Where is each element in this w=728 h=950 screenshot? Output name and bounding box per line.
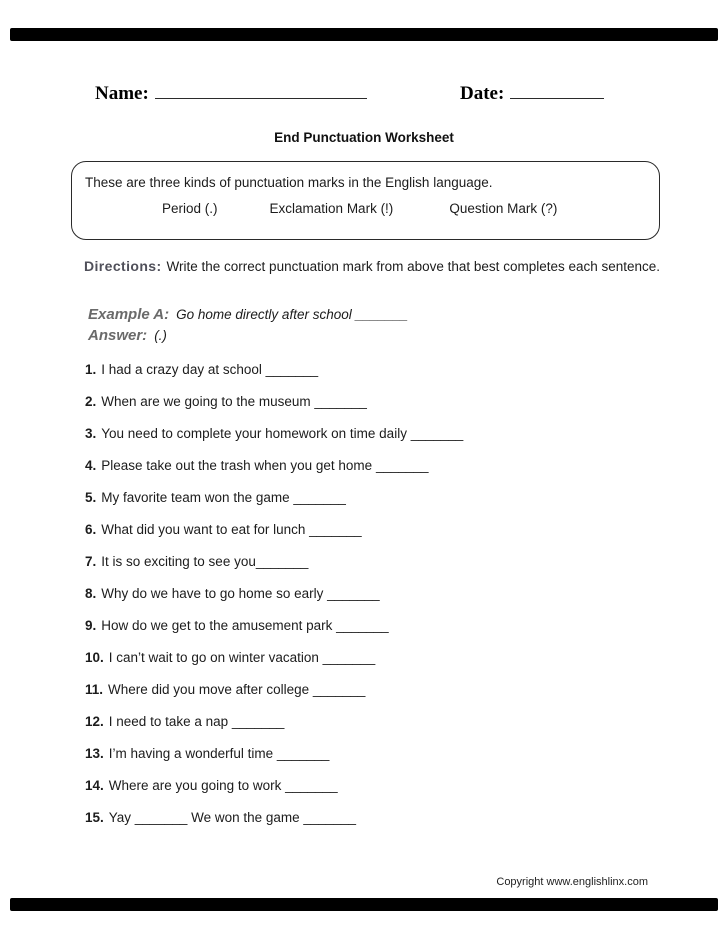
question-row [85, 779, 463, 793]
answer-row [88, 327, 167, 344]
date-label: Date: [460, 83, 505, 104]
question-number: 8. [85, 586, 97, 601]
question-number: 13. [85, 746, 104, 761]
question-number: 1. [85, 362, 97, 377]
question-row [85, 651, 463, 665]
question-mark-label: Question Mark (?) [449, 201, 558, 216]
question-row [85, 491, 463, 505]
example-label: Example A: [88, 306, 170, 323]
question-text: You need to complete your homework on time daily _______ [101, 426, 464, 441]
directions-text: Write the correct punctuation mark from above that best completes each sentence. [166, 259, 661, 274]
example-sentence: Go home directly after school _______ [176, 307, 409, 322]
question-list [85, 363, 463, 843]
question-text: What did you want to eat for lunch _______ [101, 522, 362, 537]
page-title: End Punctuation Worksheet [274, 130, 454, 145]
question-number: 15. [85, 810, 104, 825]
punctuation-info-box [71, 161, 660, 240]
question-row [85, 459, 463, 473]
question-text: I need to take a nap _______ [108, 714, 285, 729]
question-number: 7. [85, 554, 97, 569]
question-row [85, 587, 463, 601]
question-text: My favorite team won the game _______ [101, 490, 346, 505]
answer-value: (.) [154, 328, 167, 343]
date-blank-line [510, 83, 604, 99]
question-number: 9. [85, 618, 97, 633]
name-field [95, 83, 367, 105]
question-text: I’m having a wonderful time _______ [108, 746, 330, 761]
question-row [85, 747, 463, 761]
bottom-rule-bar [10, 898, 718, 911]
question-number: 3. [85, 426, 97, 441]
directions-label: Directions: [84, 258, 162, 274]
question-text: Why do we have to go home so early _______ [101, 586, 380, 601]
question-row [85, 811, 463, 825]
question-number: 5. [85, 490, 97, 505]
question-row [85, 427, 463, 441]
question-row [85, 619, 463, 633]
top-rule-bar [10, 28, 718, 41]
punctuation-marks-row [162, 201, 659, 216]
question-text: Please take out the trash when you get home _______ [101, 458, 429, 473]
example-row [88, 306, 408, 323]
copyright-text: Copyright www.englishlinx.com [496, 876, 648, 888]
answer-label: Answer: [88, 327, 148, 344]
question-text: Where did you move after college _______ [108, 682, 366, 697]
question-text: I had a crazy day at school _______ [101, 362, 319, 377]
question-text: How do we get to the amusement park _______ [101, 618, 389, 633]
question-text: Where are you going to work _______ [108, 778, 338, 793]
question-number: 2. [85, 394, 97, 409]
question-row [85, 555, 463, 569]
question-text: When are we going to the museum _______ [101, 394, 367, 409]
date-field [460, 83, 604, 105]
period-mark-label: Period (.) [162, 201, 218, 216]
question-row [85, 395, 463, 409]
question-number: 11. [85, 682, 104, 697]
exclamation-mark-label: Exclamation Mark (!) [269, 201, 394, 216]
question-text: It is so exciting to see you_______ [101, 554, 309, 569]
question-number: 10. [85, 650, 104, 665]
question-text: I can’t wait to go on winter vacation _______ [108, 650, 376, 665]
question-row [85, 363, 463, 377]
question-row [85, 683, 463, 697]
name-label: Name: [95, 83, 149, 104]
question-number: 4. [85, 458, 97, 473]
question-row [85, 715, 463, 729]
question-number: 14. [85, 778, 104, 793]
question-row [85, 523, 463, 537]
question-number: 6. [85, 522, 97, 537]
question-number: 12. [85, 714, 104, 729]
directions-paragraph [84, 256, 662, 277]
question-text: Yay _______ We won the game _______ [108, 810, 356, 825]
name-blank-line [155, 83, 367, 99]
info-intro-text: These are three kinds of punctuation marks in the English language. [85, 175, 493, 190]
